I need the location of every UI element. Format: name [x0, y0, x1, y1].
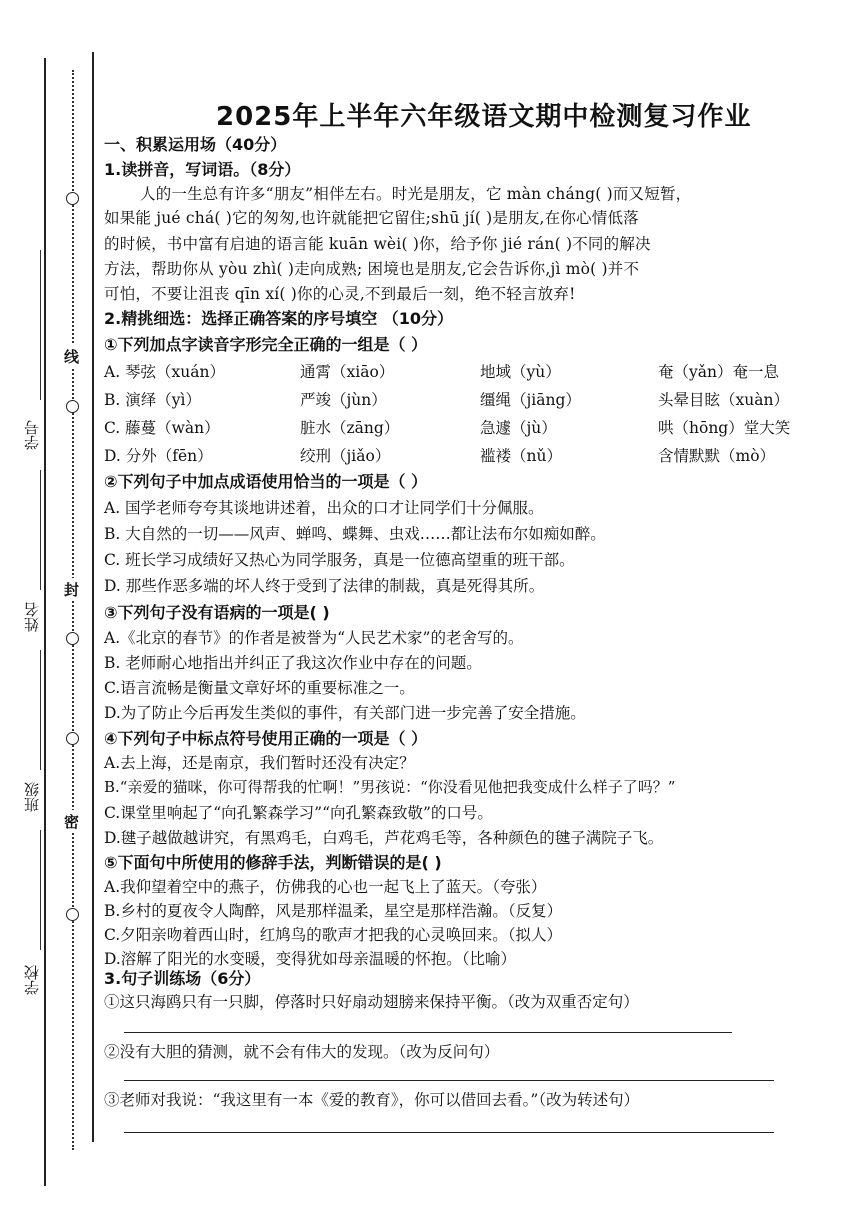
- label-class: 班级: [23, 782, 41, 812]
- seal-dotted-line: [72, 70, 74, 1150]
- option-cell: D. 分外（fēn）: [104, 447, 213, 465]
- q1-line: 方法，帮助你从 yòu zhì( )走向成熟; 困境也是朋友,它会告诉你,jì mò( )并不: [104, 260, 640, 278]
- option-cell: 地域（yù）: [480, 363, 561, 381]
- q1-line: 如果能 jué chá( )它的匆匆,也许就能把它留住;shū jí( )是朋友,在你心情低落: [104, 209, 639, 227]
- q3-item: ②没有大胆的猜测，就不会有伟大的发现。（改为反问句）: [104, 1043, 500, 1061]
- option-line: C.夕阳亲吻着西山时，红鸠鸟的歌声才把我的心灵唤回来。（拟人）: [104, 926, 562, 944]
- option-line: A.去上海，还是南京，我们暂时还没有决定？: [104, 754, 415, 772]
- option-line: B. 大自然的一切——风声、蝉鸣、蝶舞、虫戏……都让法布尔如痴如醉。: [104, 525, 606, 543]
- option-line: D.为了防止今后再发生类似的事件，有关部门进一步完善了安全措施。: [104, 704, 586, 722]
- q2-s4-heading: ④下列句子中标点符号使用正确的一项是（ ）: [104, 729, 428, 748]
- seal-char-feng: 封: [64, 578, 79, 601]
- q2-s2-heading: ②下列句子中加点成语使用恰当的一项是（ ）: [104, 472, 428, 491]
- option-cell: 奄（yǎn）奄一息: [658, 363, 779, 381]
- binding-hole: [66, 908, 79, 921]
- q1-line: 可怕，不要让沮丧 qīn xí( )你的心灵,不到最后一刻，绝不轻言放弃!: [104, 285, 576, 303]
- class-blank: [40, 650, 41, 770]
- option-cell: 褴褛（nǔ）: [480, 447, 562, 465]
- seal-char-mi: 密: [64, 810, 79, 833]
- seal-char-xian: 线: [64, 345, 79, 368]
- student-id-blank: [40, 250, 41, 400]
- option-line: A.我仰望着空中的燕子，仿佛我的心也一起飞上了蓝天。（夸张）: [104, 878, 547, 896]
- binding-hole: [66, 632, 79, 645]
- option-line: B. 老师耐心地指出并纠正了我这次作业中存在的问题。: [104, 654, 482, 672]
- option-cell: 脏水（zāng）: [300, 419, 400, 437]
- option-line: D.毽子越做越讲究，有黑鸡毛，白鸡毛，芦花鸡毛等，各种颜色的毽子满院子飞。: [104, 829, 664, 847]
- option-cell: A. 琴弦（xuán）: [104, 363, 225, 381]
- option-cell: 急遽（jù）: [480, 419, 557, 437]
- label-name: 姓名: [23, 602, 41, 632]
- option-line: C.语言流畅是衡量文章好坏的重要标准之一。: [104, 679, 415, 697]
- name-blank: [40, 470, 41, 590]
- q1-line: 人的一生总有许多“朋友”相伴左右。时光是朋友，它 màn cháng( )而又短暂，: [140, 185, 692, 203]
- binding-hole: [66, 732, 79, 745]
- option-line: A.《北京的春节》的作者是被誉为“人民艺术家”的老舍写的。: [104, 629, 524, 647]
- answer-line[interactable]: [124, 1032, 732, 1033]
- option-line: A. 国学老师夸夸其谈地讲述着，出众的口才让同学们十分佩服。: [104, 499, 544, 517]
- option-line: D. 那些作恶多端的坏人终于受到了法律的制裁，真是死得其所。: [104, 577, 545, 595]
- margin-outer-line: [44, 58, 46, 1186]
- option-cell: 哄（hōng）堂大笑: [658, 419, 791, 437]
- binding-hole: [66, 192, 79, 205]
- q2-s5-heading: ⑤下面句中所使用的修辞手法，判断错误的是( ): [104, 853, 442, 872]
- label-student-id: 学号: [23, 420, 41, 450]
- margin-inner-line: [92, 52, 94, 1142]
- q2-s3-heading: ③下列句子没有语病的一项是( ): [104, 603, 330, 622]
- option-cell: 缰绳（jiāng）: [480, 391, 581, 409]
- q2-heading: 2.精挑细选：选择正确答案的序号填空 （10分）: [104, 309, 454, 328]
- option-cell: 含情默默（mò）: [658, 447, 776, 465]
- option-line: C. 班长学习成绩好又热心为同学服务，真是一位德高望重的班干部。: [104, 551, 575, 569]
- q3-item: ①这只海鸥只有一只脚，停落时只好扇动翅膀来保持平衡。（改为双重否定句）: [104, 993, 639, 1011]
- school-blank: [40, 830, 41, 950]
- option-cell: 头晕目眩（xuàn）: [658, 391, 789, 409]
- q3-item: ③老师对我说：“我这里有一本《爱的教育》，你可以借回去看。”（改为转述句）: [104, 1091, 640, 1109]
- q3-heading: 3.句子训练场（6分）: [104, 969, 261, 988]
- q1-line: 的时候，书中富有启迪的语言能 kuān wèi( )你，给予你 jié rán( )不同的解决: [104, 235, 651, 253]
- q1-heading: 1.读拼音，写词语。（8分）: [104, 160, 301, 179]
- option-cell: C. 藤蔓（wàn）: [104, 419, 220, 437]
- section-heading: 一、积累运用场（40分）: [104, 135, 287, 154]
- option-line: D.溶解了阳光的水变暖，变得犹如母亲温暖的怀抱。（比喻）: [104, 950, 517, 968]
- option-cell: 通霄（xiāo）: [300, 363, 395, 381]
- q2-s1-heading: ①下列加点字读音字形完全正确的一组是（ ）: [104, 335, 428, 354]
- option-line: B.乡村的夏夜令人陶醉，风是那样温柔，星空是那样浩瀚。（反复）: [104, 902, 563, 920]
- answer-line[interactable]: [124, 1080, 774, 1081]
- page-title: 2025年上半年六年级语文期中检测复习作业: [216, 102, 752, 132]
- option-cell: 严竣（jùn）: [300, 391, 387, 409]
- option-cell: B. 演绎（yì）: [104, 391, 201, 409]
- option-cell: 绞刑（jiǎo）: [300, 447, 391, 465]
- label-school: 学校: [23, 965, 41, 995]
- binding-hole: [66, 400, 79, 413]
- option-line: C.课堂里响起了“向孔繁森学习”“向孔繁森致敬”的口号。: [104, 804, 493, 822]
- option-line: B.“亲爱的猫咪，你可得帮我的忙啊！”男孩说：“你没看见他把我变成什么样子了吗？”: [104, 778, 676, 796]
- answer-line[interactable]: [124, 1132, 774, 1133]
